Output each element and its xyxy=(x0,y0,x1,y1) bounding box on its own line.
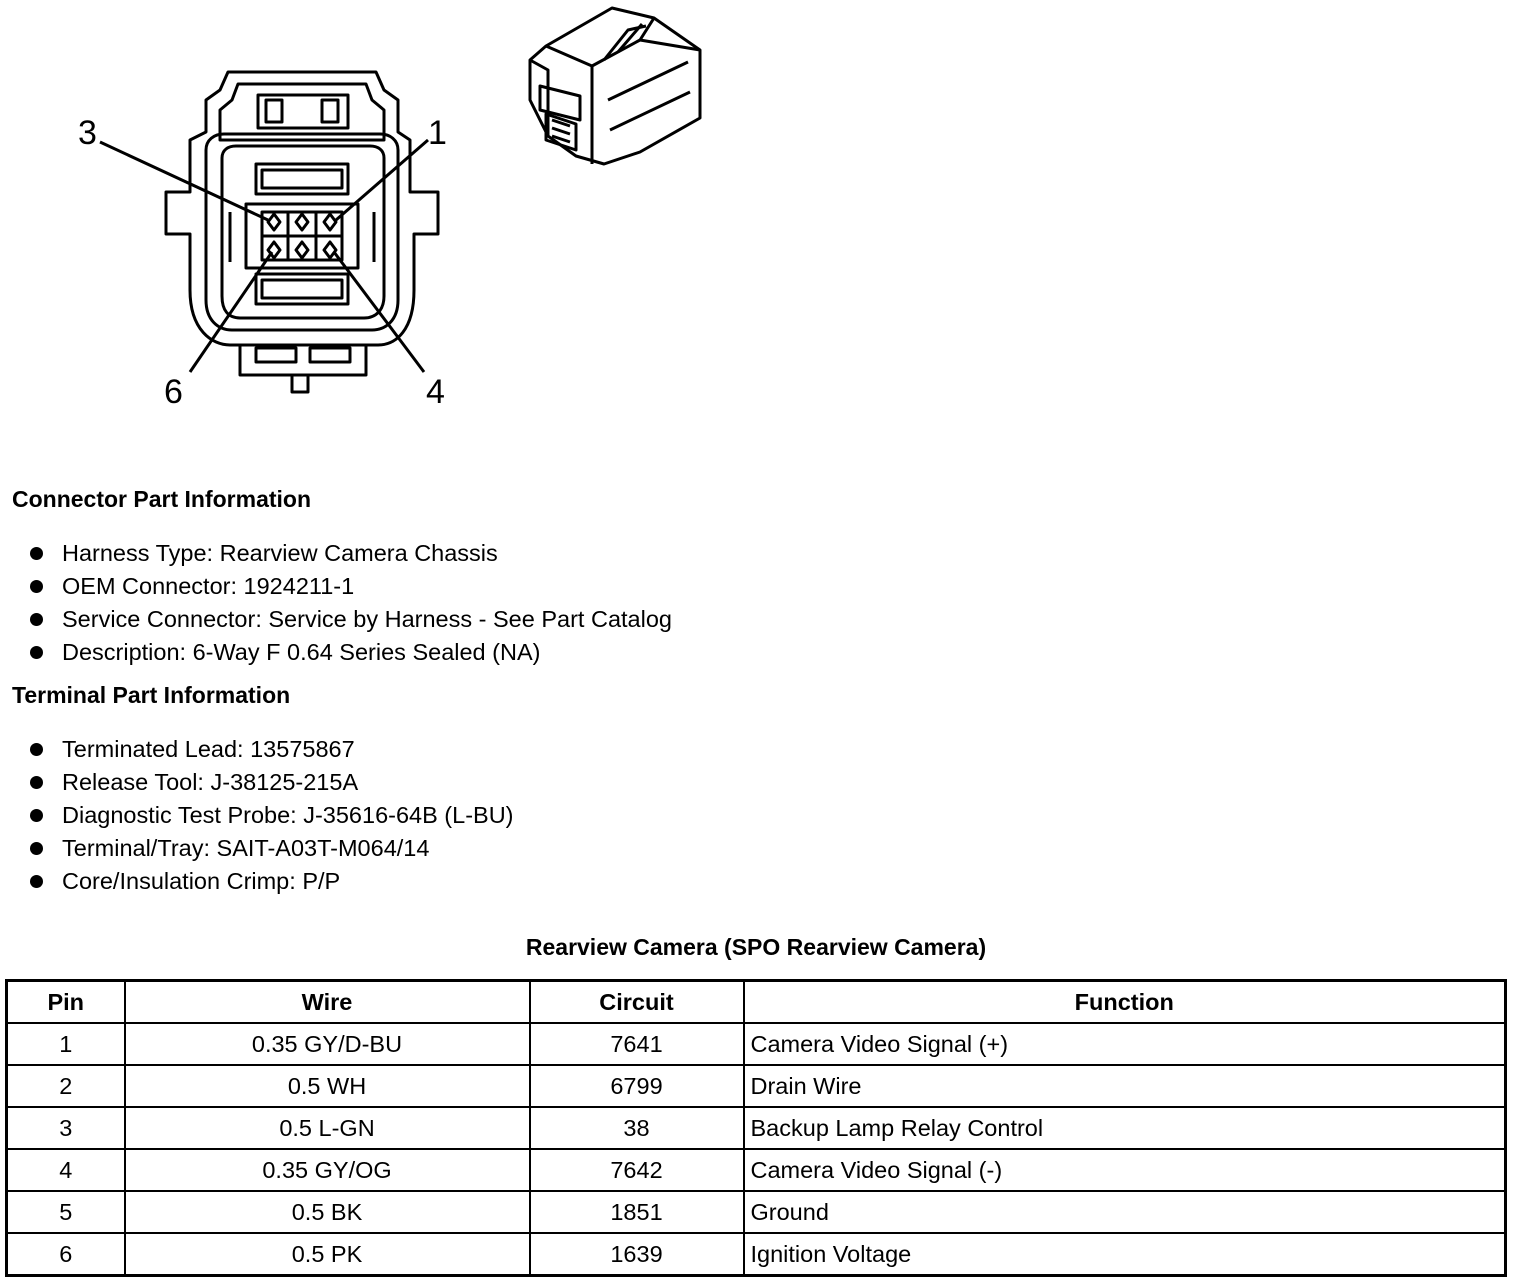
pinout-table xyxy=(5,979,1507,1277)
cell-wire: 0.35 GY/OG xyxy=(125,1149,530,1191)
callout-pin-6: 6 xyxy=(164,373,183,411)
cell-pin: 1 xyxy=(7,1023,125,1065)
callout-pin-4: 4 xyxy=(426,373,445,411)
cell-circuit: 1639 xyxy=(530,1233,744,1276)
header-function: Function xyxy=(744,981,1506,1024)
cell-wire: 0.5 L-GN xyxy=(125,1107,530,1149)
table-row xyxy=(7,1149,1506,1191)
connector-diagram xyxy=(0,0,760,420)
header-pin: Pin xyxy=(7,981,125,1024)
cell-pin: 3 xyxy=(7,1107,125,1149)
list-item: Terminated Lead: 13575867 xyxy=(28,733,514,766)
cell-function: Drain Wire xyxy=(744,1065,1506,1107)
cell-circuit: 7641 xyxy=(530,1023,744,1065)
cell-circuit: 1851 xyxy=(530,1191,744,1233)
table-header-row xyxy=(7,981,1506,1024)
list-item: Release Tool: J-38125-215A xyxy=(28,766,514,799)
cell-circuit: 38 xyxy=(530,1107,744,1149)
list-item: Harness Type: Rearview Camera Chassis xyxy=(28,537,672,570)
list-item: Core/Insulation Crimp: P/P xyxy=(28,865,514,898)
connector-info-heading: Connector Part Information xyxy=(12,486,312,512)
cell-pin: 2 xyxy=(7,1065,125,1107)
list-item: Diagnostic Test Probe: J-35616-64B (L-BU) xyxy=(28,799,514,832)
cell-wire: 0.5 BK xyxy=(125,1191,530,1233)
callout-pin-1: 1 xyxy=(428,114,447,152)
cell-pin: 6 xyxy=(7,1233,125,1276)
terminal-info-heading: Terminal Part Information xyxy=(12,682,291,708)
cell-wire: 0.5 PK xyxy=(125,1233,530,1276)
cell-function: Ground xyxy=(744,1191,1506,1233)
list-item: Terminal/Tray: SAIT-A03T-M064/14 xyxy=(28,832,514,865)
cell-function: Ignition Voltage xyxy=(744,1233,1506,1276)
header-circuit: Circuit xyxy=(530,981,744,1024)
table-row xyxy=(7,1233,1506,1276)
cell-function: Camera Video Signal (+) xyxy=(744,1023,1506,1065)
table-row xyxy=(7,1023,1506,1065)
table-row xyxy=(7,1107,1506,1149)
cell-wire: 0.35 GY/D-BU xyxy=(125,1023,530,1065)
cell-circuit: 7642 xyxy=(530,1149,744,1191)
list-item: Service Connector: Service by Harness - See Part Catalog xyxy=(28,603,672,636)
table-title: Rearview Camera (SPO Rearview Camera) xyxy=(525,934,987,960)
header-wire: Wire xyxy=(125,981,530,1024)
table-row xyxy=(7,1065,1506,1107)
terminal-info-list xyxy=(28,733,514,898)
list-item: OEM Connector: 1924211-1 xyxy=(28,570,672,603)
cell-pin: 5 xyxy=(7,1191,125,1233)
cell-wire: 0.5 WH xyxy=(125,1065,530,1107)
connector-iso-view xyxy=(530,8,700,164)
cell-function: Camera Video Signal (-) xyxy=(744,1149,1506,1191)
cell-circuit: 6799 xyxy=(530,1065,744,1107)
callout-pin-3: 3 xyxy=(78,114,97,152)
cell-function: Backup Lamp Relay Control xyxy=(744,1107,1506,1149)
table-row xyxy=(7,1191,1506,1233)
connector-info-list xyxy=(28,537,672,669)
cell-pin: 4 xyxy=(7,1149,125,1191)
list-item: Description: 6-Way F 0.64 Series Sealed (NA) xyxy=(28,636,672,669)
